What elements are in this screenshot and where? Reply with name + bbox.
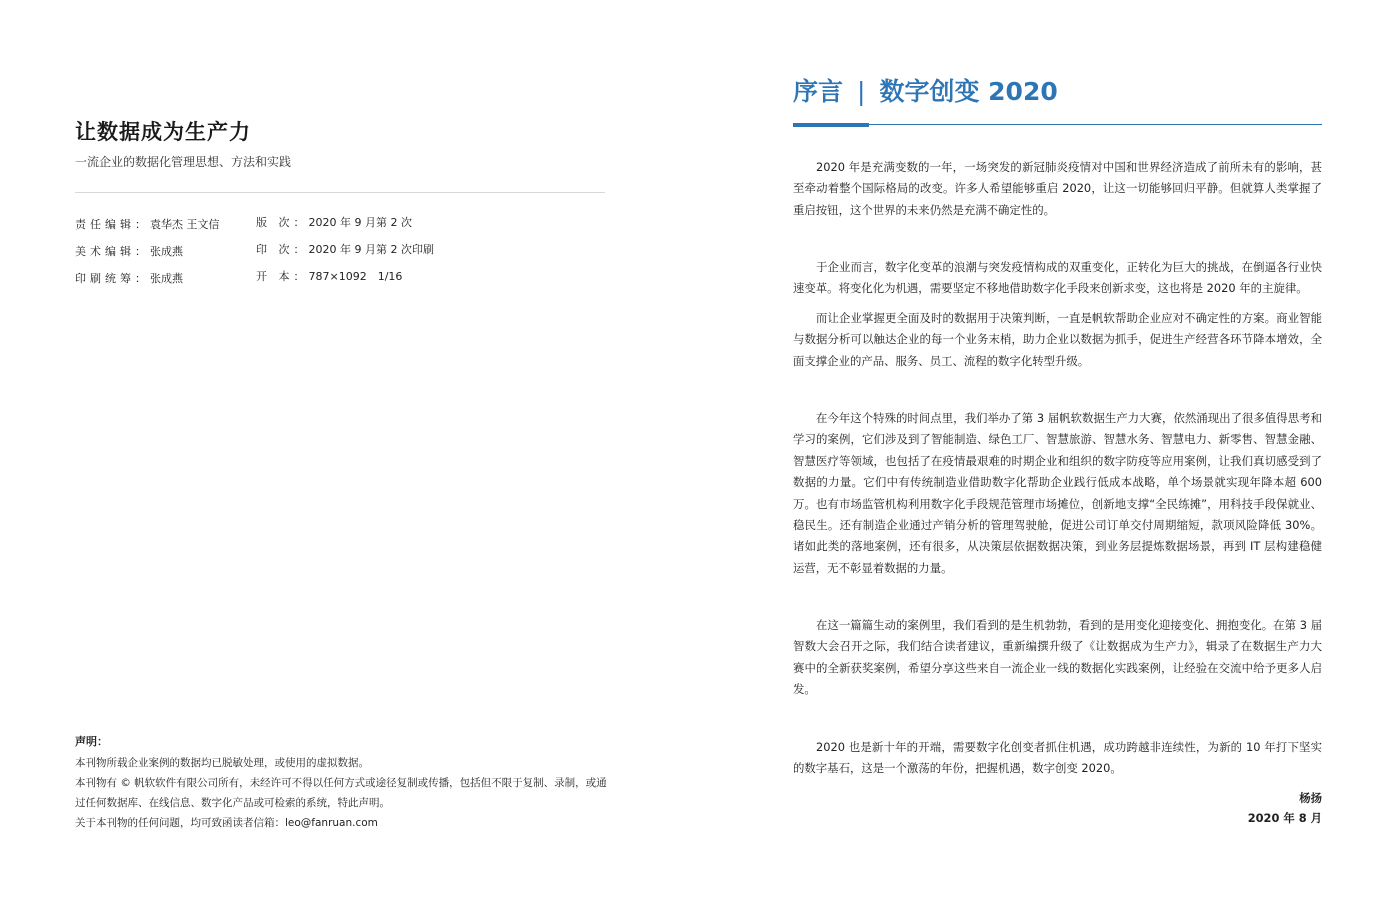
- credit-value: 2020 年 9 月第 2 次印刷: [308, 243, 434, 256]
- book-title: 让数据成为生产力: [75, 120, 251, 144]
- paragraph: 2020 也是新十年的开端，需要数字化创变者抓住机遇，成功跨越非连续性，为新的 10 年打下坚实的数字基石，这是一个激荡的年份，把握机遇，数字创变 2020。: [793, 740, 1322, 776]
- divider: [75, 192, 605, 193]
- title-separator: |: [857, 77, 866, 106]
- credit-row: [75, 216, 220, 232]
- notice-title: 声明：: [75, 735, 108, 748]
- credit-label: 印 次：: [256, 243, 309, 256]
- credit-row: [256, 214, 412, 230]
- notice-line: 过任何数据库、在线信息、数字化产品或可检索的系统，特此声明。: [75, 797, 390, 809]
- preface-heading: 数字创变 2020: [879, 77, 1058, 106]
- credit-row: [75, 270, 183, 286]
- credit-value: 袁华杰 王文信: [150, 218, 220, 231]
- credit-value: 787×1092 1/16: [308, 270, 403, 283]
- book-subtitle: 一流企业的数据化管理思想、方法和实践: [75, 155, 292, 169]
- credit-label: 责任编辑：: [75, 218, 150, 231]
- paragraph: 于企业而言，数字化变革的浪潮与突发疫情构成的双重变化，正转化为巨大的挑战，在倒逼各行业快速变革。将变化化为机遇，需要坚定不移地借助数字化手段来创新求变，这也将是 2020 年的主旋律。: [793, 260, 1322, 296]
- credit-label: 版 次：: [256, 216, 309, 229]
- credit-row: [256, 241, 434, 257]
- credit-label: 印刷统筹：: [75, 272, 150, 285]
- right-page: [699, 0, 1398, 907]
- paragraph: 在这一篇篇生动的案例里，我们看到的是生机勃勃，看到的是用变化迎接变化、拥抱变化。在第 3 届智数大会召开之际，我们结合读者建议，重新编撰升级了《让数据成为生产力》，辑录了在数据生产力大赛中的全新获奖案例，希望分享这些来自一流企业一线的数据化实践案例，让经验在交流中给予更多人启发。: [793, 618, 1322, 697]
- paragraph: 在今年这个特殊的时间点里，我们举办了第 3 届帆软数据生产力大赛，依然涌现出了很多值得思考和学习的案例，它们涉及到了智能制造、绿色工厂、智慧旅游、智慧水务、智慧电力、新零售、智慧金融、智慧医疗等领域，也包括了在疫情最艰难的时期企业和组织的数字防疫等应用案例，让我们真切感受到了数据的力量。它们中有传统制造业借助数字化帮助企业践行低成本战略，单个场景就实现年降本超 600 万。也有市场监管机构利用数字化手段规范管理市场摊位，创新地支撑“全民练摊”，用科技手段保就业、稳民生。还有制造企业通过产销分析的管理驾驶舱，促进公司订单交付周期缩短，款项风险降低 30%。诸如此类的落地案例，还有很多，从决策层依据数据决策，到业务层提炼数据场景，再到 IT 层构建稳健运营，无不彰显着数据的力量。: [793, 411, 1322, 575]
- credit-row: [256, 268, 402, 284]
- notice-block: [75, 733, 615, 833]
- notice-line: 本刊物有 © 帆软软件有限公司所有，未经许可不得以任何方式或途径复制或传播，包括但不限于复制、录制，或通: [75, 777, 607, 789]
- preface-title: [793, 72, 1058, 108]
- credit-value: 2020 年 9 月第 2 次: [308, 216, 412, 229]
- credit-value: 张成燕: [150, 245, 183, 258]
- credit-value: 张成燕: [150, 272, 183, 285]
- credit-label: 开 本：: [256, 270, 309, 283]
- paragraph: 2020 年是充满变数的一年，一场突发的新冠肺炎疫情对中国和世界经济造成了前所未有的影响，甚至牵动着整个国际格局的改变。许多人希望能够重启 2020，让这一切能够回归平静。但就算人类掌握了重启按钮，这个世界的未来仍然是充满不确定性的。: [793, 160, 1322, 217]
- notice-line: 本刊物所载企业案例的数据均已脱敏处理，或使用的虚拟数据。: [75, 757, 369, 769]
- heading-rule: [793, 124, 1322, 125]
- notice-line: 关于本刊物的任何问题，均可致函读者信箱：leo@fanruan.com: [75, 817, 378, 829]
- signature: 杨扬: [1299, 791, 1322, 805]
- credit-label: 美术编辑：: [75, 245, 150, 258]
- signature-date: 2020 年 8 月: [1247, 811, 1322, 825]
- paragraph: 而让企业掌握更全面及时的数据用于决策判断，一直是帆软帮助企业应对不确定性的方案。商业智能与数据分析可以触达企业的每一个业务末梢，助力企业以数据为抓手，促进生产经营各环节降本增效，全面支撑企业的产品、服务、员工、流程的数字化转型升级。: [793, 311, 1322, 368]
- credit-row: [75, 243, 183, 259]
- preface-label: 序言: [793, 77, 844, 106]
- heading-accent-bar: [793, 123, 869, 127]
